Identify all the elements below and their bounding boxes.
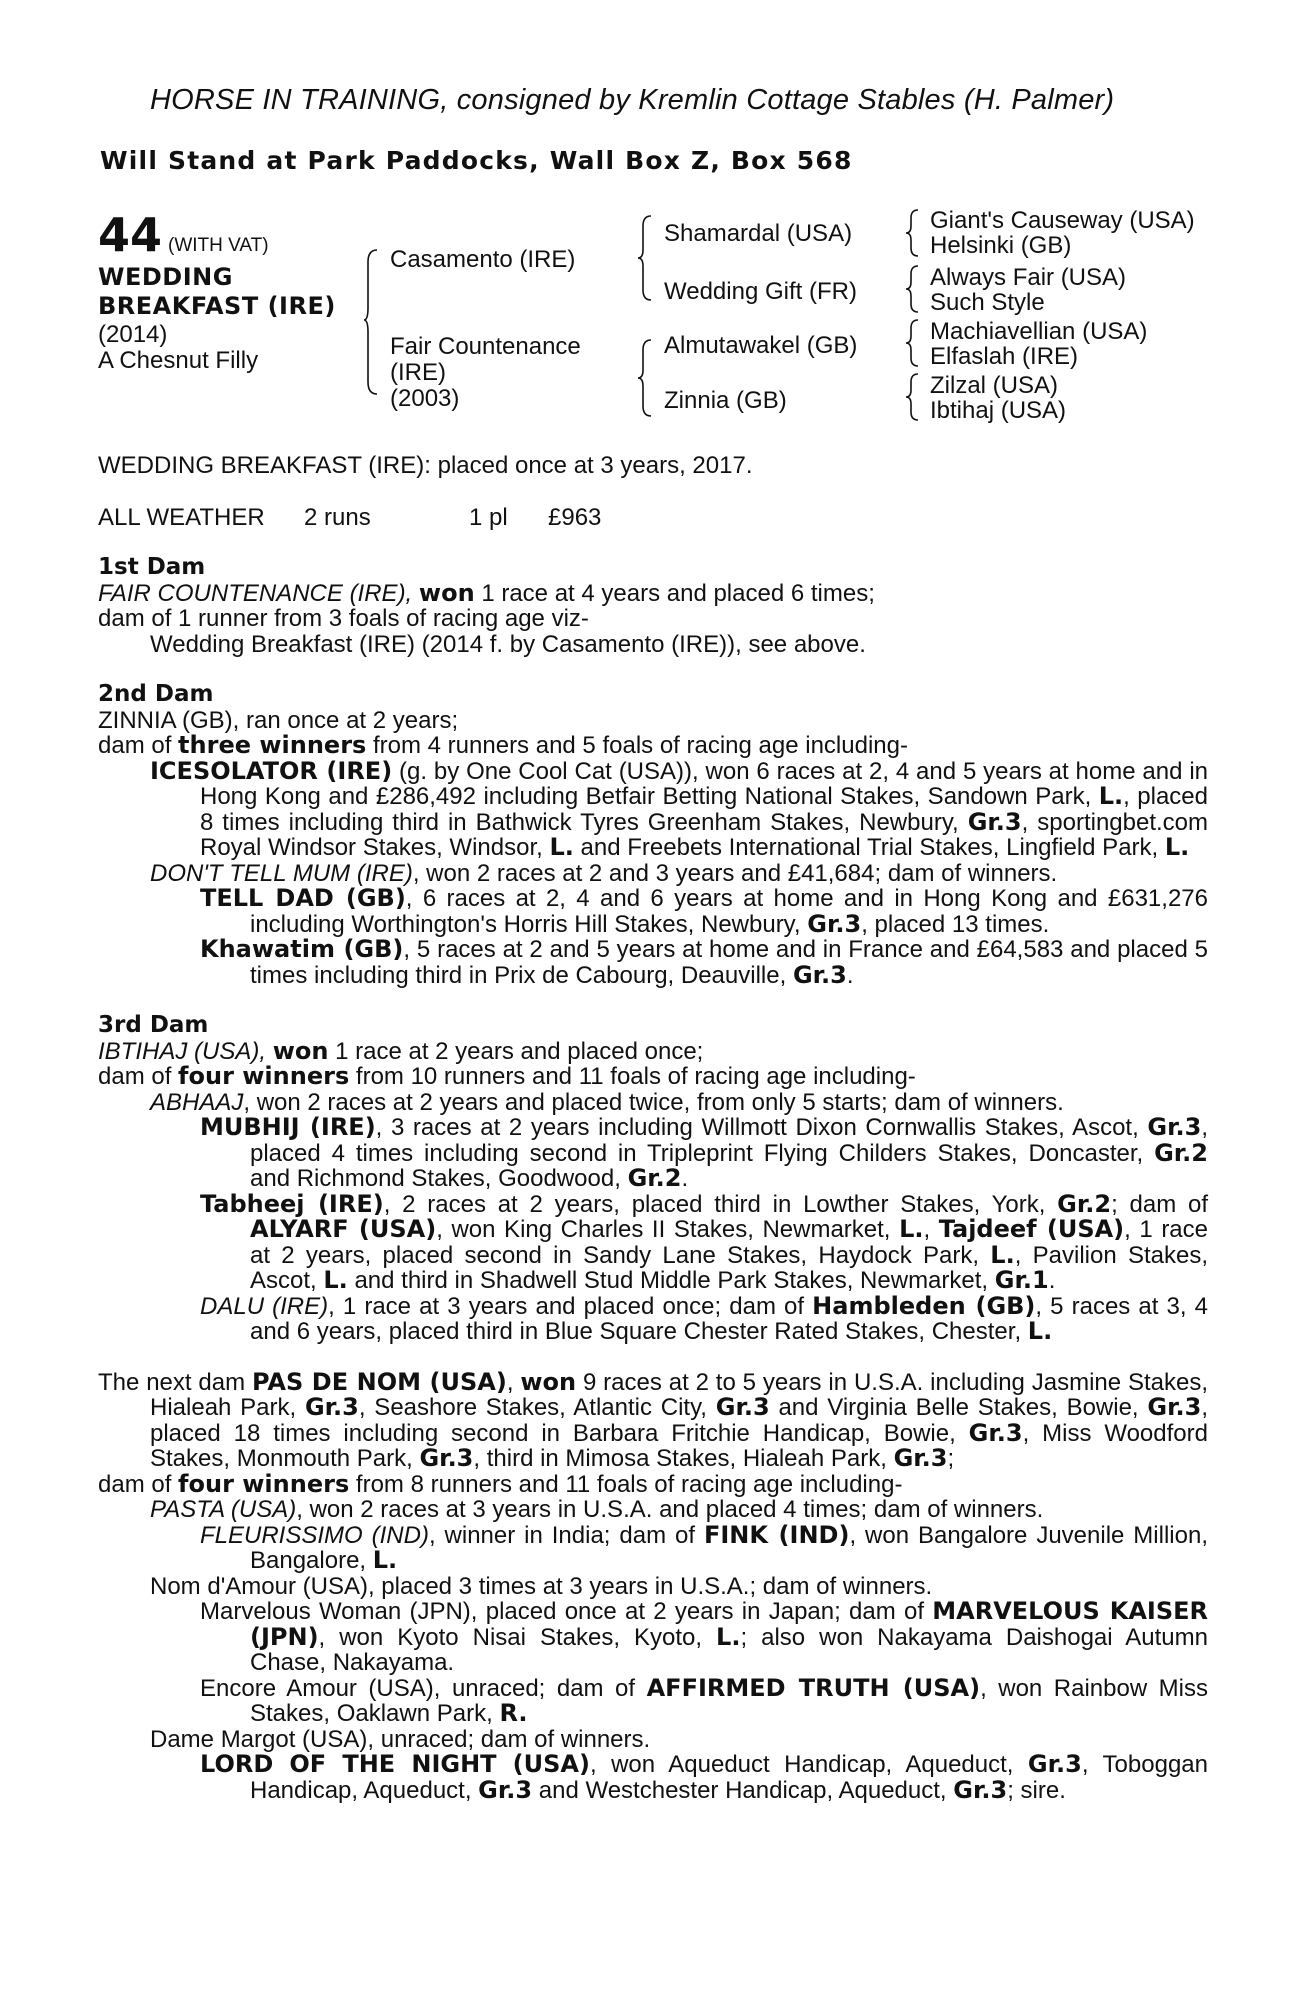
text: , Seashore Stakes, Atlantic City, — [358, 1394, 716, 1421]
horse-name: Tajdeef (USA) — [938, 1215, 1125, 1243]
text: 9 races at 2 to 5 years in U.S.A. including Jasmine Stakes, Hialeah Park, — [150, 1368, 1209, 1421]
record-placed: 1 pl — [469, 504, 508, 531]
text: and Westchester Handicap, Aqueduct, — [532, 1776, 954, 1804]
record-earnings: £963 — [548, 504, 602, 531]
first-dam-name: FAIR COUNTENANCE (IRE), — [98, 579, 419, 607]
first-dam-line1 — [98, 578, 1208, 607]
text: , won 2 races at 2 and 3 years and £41,684; dam of winners. — [412, 859, 1058, 887]
text: , placed 13 times. — [861, 910, 1050, 938]
text: from 10 runners and 11 foals of racing age including- — [349, 1063, 916, 1090]
text: . — [681, 1165, 689, 1192]
text: from 8 runners and 11 foals of racing age including- — [349, 1470, 903, 1498]
pedigree-bracket-sd — [906, 264, 920, 314]
text: (g. by One Cool Cat (USA)), won 6 races at 2, 4 and 5 years at home and in Hong Kong and £286,492 including Betfair Betting National Stakes, Sandown Park, — [200, 757, 1209, 810]
text: dam of — [98, 1470, 179, 1498]
abhaaj-entry — [98, 1090, 1208, 1116]
horse-name: FINK (IND) — [703, 1520, 850, 1549]
pedigree-dam-sire: Almutawakel (GB) — [664, 332, 858, 359]
grade: L. — [1027, 1317, 1053, 1345]
won-label: won — [520, 1367, 577, 1396]
text: and Virginia Belle Stakes, Bowie, — [769, 1394, 1148, 1421]
fleurissimo-entry — [98, 1520, 1208, 1574]
text: Marvelous Woman (JPN), placed once at 2 years in Japan; dam of — [200, 1598, 933, 1625]
text: 1 race at 2 years and placed once; — [328, 1037, 704, 1065]
first-dam-line2: dam of 1 runner from 3 foals of racing age viz- — [98, 605, 589, 632]
nom-damour-entry: Nom d'Amour (USA), placed 3 times at 3 years in U.S.A.; dam of winners. — [150, 1572, 933, 1600]
grade: Gr.2 — [1154, 1138, 1208, 1167]
pedigree-sire-dam: Wedding Gift (FR) — [664, 278, 857, 305]
horse-name: PAS DE NOM (USA) — [251, 1367, 507, 1396]
text: , 6 races at 2, 4 and 6 years at home and in Hong Kong and £631,276 including Worthington's Horris Hill Stakes, Newbury, — [250, 885, 1208, 938]
text: , 3 races at 2 years including Willmott Dixon Cornwallis Stakes, Ascot, — [375, 1114, 1148, 1141]
pedigree-bracket-dam — [638, 338, 654, 418]
third-dam-heading: 3rd Dam — [98, 1012, 209, 1038]
text: and Richmond Stakes, Goodwood, — [250, 1165, 628, 1192]
pedigree-dam-dam: Zinnia (GB) — [664, 387, 787, 414]
text: and Freebets International Trial Stakes, Lingfield Park, — [573, 834, 1165, 861]
horse-name: MARVELOUS KAISER (JPN) — [250, 1597, 1208, 1651]
dont-tell-mum-entry — [98, 861, 1208, 887]
horse-name: PASTA (USA) — [150, 1496, 297, 1523]
text: , won King Charles II Stakes, Newmarket, — [436, 1216, 900, 1243]
horse-name — [98, 263, 358, 321]
horse-name: TELL DAD (GB) — [200, 884, 406, 912]
text: , 1 race at 2 years, placed second in Sandy Lane Stakes, Haydock Park, — [250, 1216, 1209, 1269]
text: , won Rainbow Miss Stakes, Oaklawn Park, — [250, 1674, 1209, 1727]
icesolator-entry — [98, 756, 1209, 861]
horse-name: DALU (IRE) — [200, 1292, 329, 1320]
race-summary: WEDDING BREAKFAST (IRE): placed once at 3 years, 2017. — [98, 452, 753, 479]
text: and third in Shadwell Stud Middle Park Stakes, Newmarket, — [347, 1267, 995, 1294]
pedigree-bracket-dd — [906, 372, 920, 422]
text: , won 2 races at 2 years and placed twice, from only 5 starts; dam of winners. — [243, 1088, 1064, 1116]
text: , 1 race at 3 years and placed once; dam of — [328, 1292, 813, 1320]
text: , third in Mimosa Stakes, Hialeah Park, — [473, 1445, 894, 1472]
record-surface: ALL WEATHER — [98, 504, 265, 531]
third-dam-won: won — [272, 1036, 329, 1065]
tell-dad-entry — [98, 886, 1208, 937]
pedigree-dds: Zilzal (USA) — [930, 372, 1059, 399]
text: , — [506, 1368, 521, 1396]
grade: Gr.3 — [1147, 1113, 1202, 1141]
text: , won 2 races at 3 years in U.S.A. and placed 4 times; dam of winners. — [296, 1496, 1044, 1523]
next-dam-entry — [98, 1367, 1209, 1472]
horse-name: Khawatim (GB) — [200, 935, 404, 963]
pedigree-bracket-ss — [906, 208, 920, 258]
vat-note: (WITH VAT) — [168, 235, 269, 256]
text: ; — [947, 1445, 955, 1472]
text: , won Kyoto Nisai Stakes, Kyoto, — [318, 1623, 717, 1651]
pedigree-dss: Machiavellian (USA) — [930, 318, 1148, 345]
pedigree-sss: Giant's Causeway (USA) — [930, 207, 1195, 234]
record-runs: 2 runs — [304, 504, 371, 531]
pedigree-sire: Casamento (IRE) — [390, 246, 576, 273]
mubhij-entry — [98, 1115, 1208, 1192]
grade: Gr.3 — [304, 1393, 359, 1421]
pedigree-bracket-ds — [906, 318, 920, 368]
grade: L. — [1098, 782, 1124, 810]
second-dam-line2 — [98, 733, 1208, 759]
text: , Toboggan Handicap, Aqueduct, — [250, 1751, 1208, 1804]
grade: Gr.3 — [1147, 1393, 1202, 1421]
text: dam of — [98, 732, 179, 759]
pedigree-bracket-gen1 — [364, 248, 380, 398]
grade: Gr.3 — [478, 1775, 533, 1804]
consignor-header: HORSE IN TRAINING, consigned by Kremlin Cottage Stables (H. Palmer) — [150, 84, 1115, 116]
horse-name-line1: WEDDING — [98, 263, 233, 291]
winners-count: four winners — [178, 1062, 350, 1090]
text: , winner in India; dam of — [428, 1521, 704, 1549]
first-dam-won: won — [418, 578, 475, 607]
grade: Gr.2 — [627, 1164, 682, 1192]
grade: Gr.3 — [893, 1444, 948, 1472]
third-dam-name: IBTIHAJ (USA), — [98, 1037, 273, 1065]
grade: Gr.3 — [807, 909, 862, 938]
lord-of-the-night-entry — [98, 1752, 1208, 1803]
text: . — [846, 961, 854, 989]
text: The next dam — [98, 1368, 252, 1396]
grade: Gr.1 — [994, 1266, 1049, 1294]
horse-name: DON'T TELL MUM (IRE) — [150, 859, 413, 887]
horse-name: FLEURISSIMO (IND) — [200, 1521, 429, 1549]
encore-amour-entry — [98, 1673, 1209, 1727]
pedigree-sds: Always Fair (USA) — [930, 264, 1127, 291]
text: , 5 races at 3, 4 and 6 years, placed third in Blue Square Chester Rated Stakes, Chester, — [250, 1292, 1208, 1345]
grade: Gr.3 — [715, 1393, 770, 1421]
marvelous-woman-entry — [98, 1599, 1208, 1676]
third-dam-line2 — [98, 1064, 1208, 1090]
text: , placed 18 times including second in Barbara Fritchie Handicap, Bowie, — [150, 1394, 1208, 1447]
text: , won Bangalore Juvenile Million, Bangalore, — [250, 1521, 1208, 1574]
pedigree-bracket-sire — [638, 214, 654, 302]
lot-number-block — [98, 208, 269, 262]
text: ; also won Nakayama Daishogai Autumn Chase, Nakayama. — [250, 1623, 1208, 1676]
grade: L. — [716, 1622, 741, 1651]
second-dam-line1: ZINNIA (GB), ran once at 2 years; — [98, 706, 459, 734]
grade: Gr.3 — [953, 1775, 1008, 1804]
horse-year: (2014) — [98, 321, 168, 348]
text: from 4 runners and 5 foals of racing age including- — [366, 732, 908, 759]
khawatim-entry — [98, 937, 1208, 988]
first-dam-record: 1 race at 4 years and placed 6 times; — [474, 579, 875, 607]
tabheej-entry — [98, 1189, 1209, 1294]
text: , 5 races at 2 and 5 years at home and in France and £64,583 and placed 5 times including third in Prix de Cabourg, Deauville, — [250, 936, 1208, 989]
horse-name: MUBHIJ (IRE) — [200, 1113, 376, 1141]
horse-name: ABHAAJ — [150, 1088, 244, 1116]
text: , 2 races at 2 years, placed third in Lowther Stakes, York, — [383, 1190, 1058, 1218]
text: , — [923, 1216, 939, 1243]
pedigree-dsd: Elfaslah (IRE) — [930, 343, 1079, 370]
second-dam-heading: 2nd Dam — [98, 681, 214, 707]
horse-name: LORD OF THE NIGHT (USA) — [200, 1750, 590, 1778]
grade: L. — [899, 1215, 924, 1243]
pedigree-sire-sire: Shamardal (USA) — [664, 220, 853, 247]
text: , sportingbet.com Royal Windsor Stakes, Windsor, — [200, 808, 1209, 861]
grade: Gr.3 — [1027, 1750, 1082, 1778]
pedigree-sdd: Such Style — [930, 289, 1045, 316]
grade: Gr.3 — [792, 960, 847, 989]
horse-name: ICESOLATOR (IRE) — [150, 756, 393, 785]
first-dam-line3: Wedding Breakfast (IRE) (2014 f. by Casamento (IRE)), see above. — [150, 630, 866, 658]
text: Encore Amour (USA), unraced; dam of — [200, 1674, 647, 1702]
third-dam-line1 — [98, 1036, 1208, 1065]
winners-count: three winners — [178, 731, 367, 759]
horse-name: ALYARF (USA) — [250, 1215, 437, 1243]
first-dam-heading: 1st Dam — [98, 554, 206, 580]
horse-description: A Chesnut Filly — [98, 347, 259, 374]
dame-margot-entry: Dame Margot (USA), unraced; dam of winners. — [150, 1725, 651, 1753]
grade: Gr.3 — [968, 1418, 1023, 1447]
horse-name: AFFIRMED TRUTH (USA) — [646, 1673, 981, 1702]
dalu-entry — [98, 1291, 1208, 1345]
text: , Miss Woodford Stakes, Monmouth Park, — [150, 1419, 1208, 1472]
grade: L. — [549, 833, 574, 861]
pedigree-dam-line1: Fair Countenance — [390, 333, 581, 360]
grade: L. — [990, 1240, 1015, 1269]
lot-number: 44 — [98, 208, 163, 262]
catalogue-body — [98, 555, 1208, 1803]
grade: L. — [372, 1546, 398, 1574]
pedigree-ddd: Ibtihaj (USA) — [930, 397, 1067, 424]
grade: R. — [499, 1699, 528, 1727]
grade: L. — [1164, 833, 1190, 861]
grade: L. — [323, 1266, 348, 1294]
text: , placed 8 times including third in Bathwick Tyres Greenham Stakes, Newbury, — [200, 783, 1208, 836]
text: , Pavilion Stakes, Ascot, — [250, 1241, 1209, 1294]
text: ; dam of — [1111, 1190, 1209, 1218]
text: dam of — [98, 1063, 179, 1090]
grade: Gr.2 — [1057, 1189, 1112, 1218]
horse-name: Hambleden (GB) — [812, 1291, 1036, 1320]
pasta-entry — [98, 1497, 1208, 1523]
grade: Gr.3 — [967, 807, 1022, 836]
pedigree-dam-line3: (2003) — [390, 385, 460, 412]
stand-location: Will Stand at Park Paddocks, Wall Box Z, Box 568 — [100, 146, 853, 175]
next-dam-produce — [98, 1469, 1208, 1498]
text: , won Aqueduct Handicap, Aqueduct, — [589, 1751, 1028, 1778]
horse-name-line2: BREAKFAST (IRE) — [98, 292, 336, 320]
grade: Gr.3 — [419, 1444, 474, 1472]
text: , placed 4 times including second in Tripleprint Flying Childers Stakes, Doncaster, — [250, 1114, 1208, 1167]
text: ; sire. — [1007, 1776, 1066, 1804]
horse-name: Tabheej (IRE) — [200, 1189, 384, 1218]
pedigree-ssd: Helsinki (GB) — [930, 232, 1072, 259]
pedigree-dam-line2: (IRE) — [390, 359, 446, 386]
text: . — [1048, 1267, 1056, 1294]
winners-count: four winners — [178, 1469, 350, 1498]
